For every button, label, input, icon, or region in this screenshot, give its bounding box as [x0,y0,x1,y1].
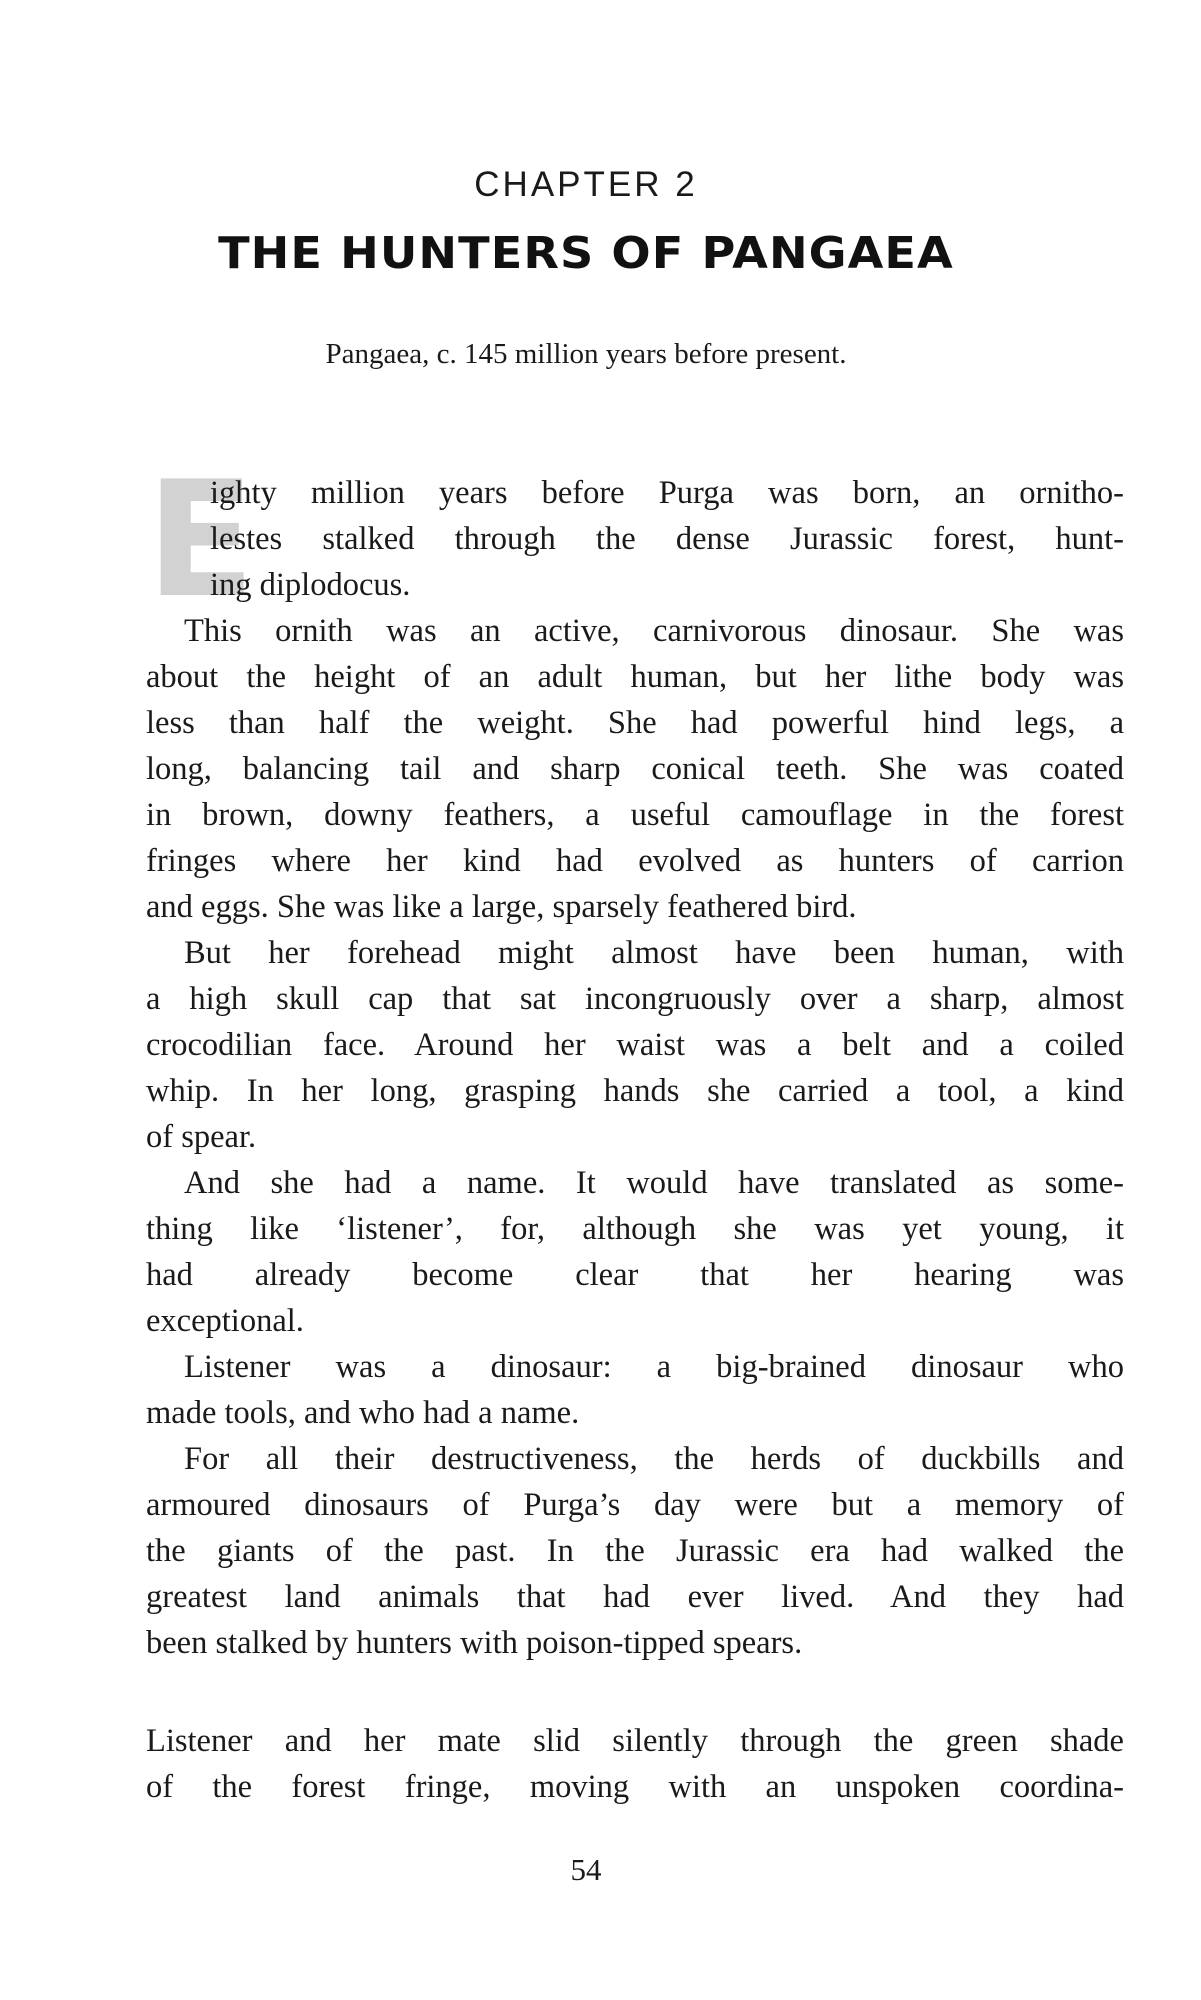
text-line: had already become clear that her hearing was [146,1257,1124,1293]
text-line: been stalked by hunters with poison-tipped spears. [146,1625,803,1661]
text-line: lestes stalked through the dense Jurassic forest, hunt- [210,521,1124,557]
text-line: Listener and her mate slid silently through the green shade [146,1723,1124,1759]
text-line: greatest land animals that had ever lived. And they had [146,1579,1124,1615]
text-line: This ornith was an active, carnivorous dinosaur. She was [184,613,1124,649]
text-line: of the forest fringe, moving with an unspoken coordina- [146,1769,1124,1805]
text-line: thing like ‘listener’, for, although she was yet young, it [146,1211,1124,1247]
text-line: crocodilian face. Around her waist was a belt and a coiled [146,1027,1124,1063]
text-line: less than half the weight. She had powerful hind legs, a [146,705,1124,741]
text-line: Listener was a dinosaur: a big-brained dinosaur who [184,1349,1124,1385]
text-line: and eggs. She was like a large, sparsely feathered bird. [146,889,857,925]
text-line: armoured dinosaurs of Purga’s day were but a memory of [146,1487,1124,1523]
text-line: made tools, and who had a name. [146,1395,580,1431]
text-line: ighty million years before Purga was born, an ornitho- [210,475,1124,511]
text-line: But her forehead might almost have been human, with [184,935,1124,971]
closing-paragraph [146,1718,1124,1810]
chapter-title: THE HUNTERS OF PANGAEA [218,228,954,279]
chapter-label: CHAPTER 2 [474,165,698,204]
text-line: fringes where her kind had evolved as hunters of carrion [146,843,1124,879]
text-line: the giants of the past. In the Jurassic era had walked the [146,1533,1124,1569]
chapter-setting: Pangaea, c. 145 million years before present. [325,338,847,370]
opening-paragraph [210,470,1124,608]
text-line: whip. In her long, grasping hands she carried a tool, a kind [146,1073,1124,1109]
text-line: a high skull cap that sat incongruously over a sharp, almost [146,981,1124,1017]
text-line: exceptional. [146,1303,304,1339]
text-line: long, balancing tail and sharp conical teeth. She was coated [146,751,1124,787]
text-line: of spear. [146,1119,257,1155]
page-number: 54 [570,1852,602,1887]
drop-cap-letter: E [146,446,256,633]
text-line: ing diplodocus. [210,567,411,603]
text-line: about the height of an adult human, but her lithe body was [146,659,1124,695]
body-text [146,608,1124,1666]
text-line: For all their destructiveness, the herds of duckbills and [184,1441,1124,1477]
text-line: And she had a name. It would have translated as some- [184,1165,1124,1201]
text-line: in brown, downy feathers, a useful camouflage in the forest [146,797,1124,833]
